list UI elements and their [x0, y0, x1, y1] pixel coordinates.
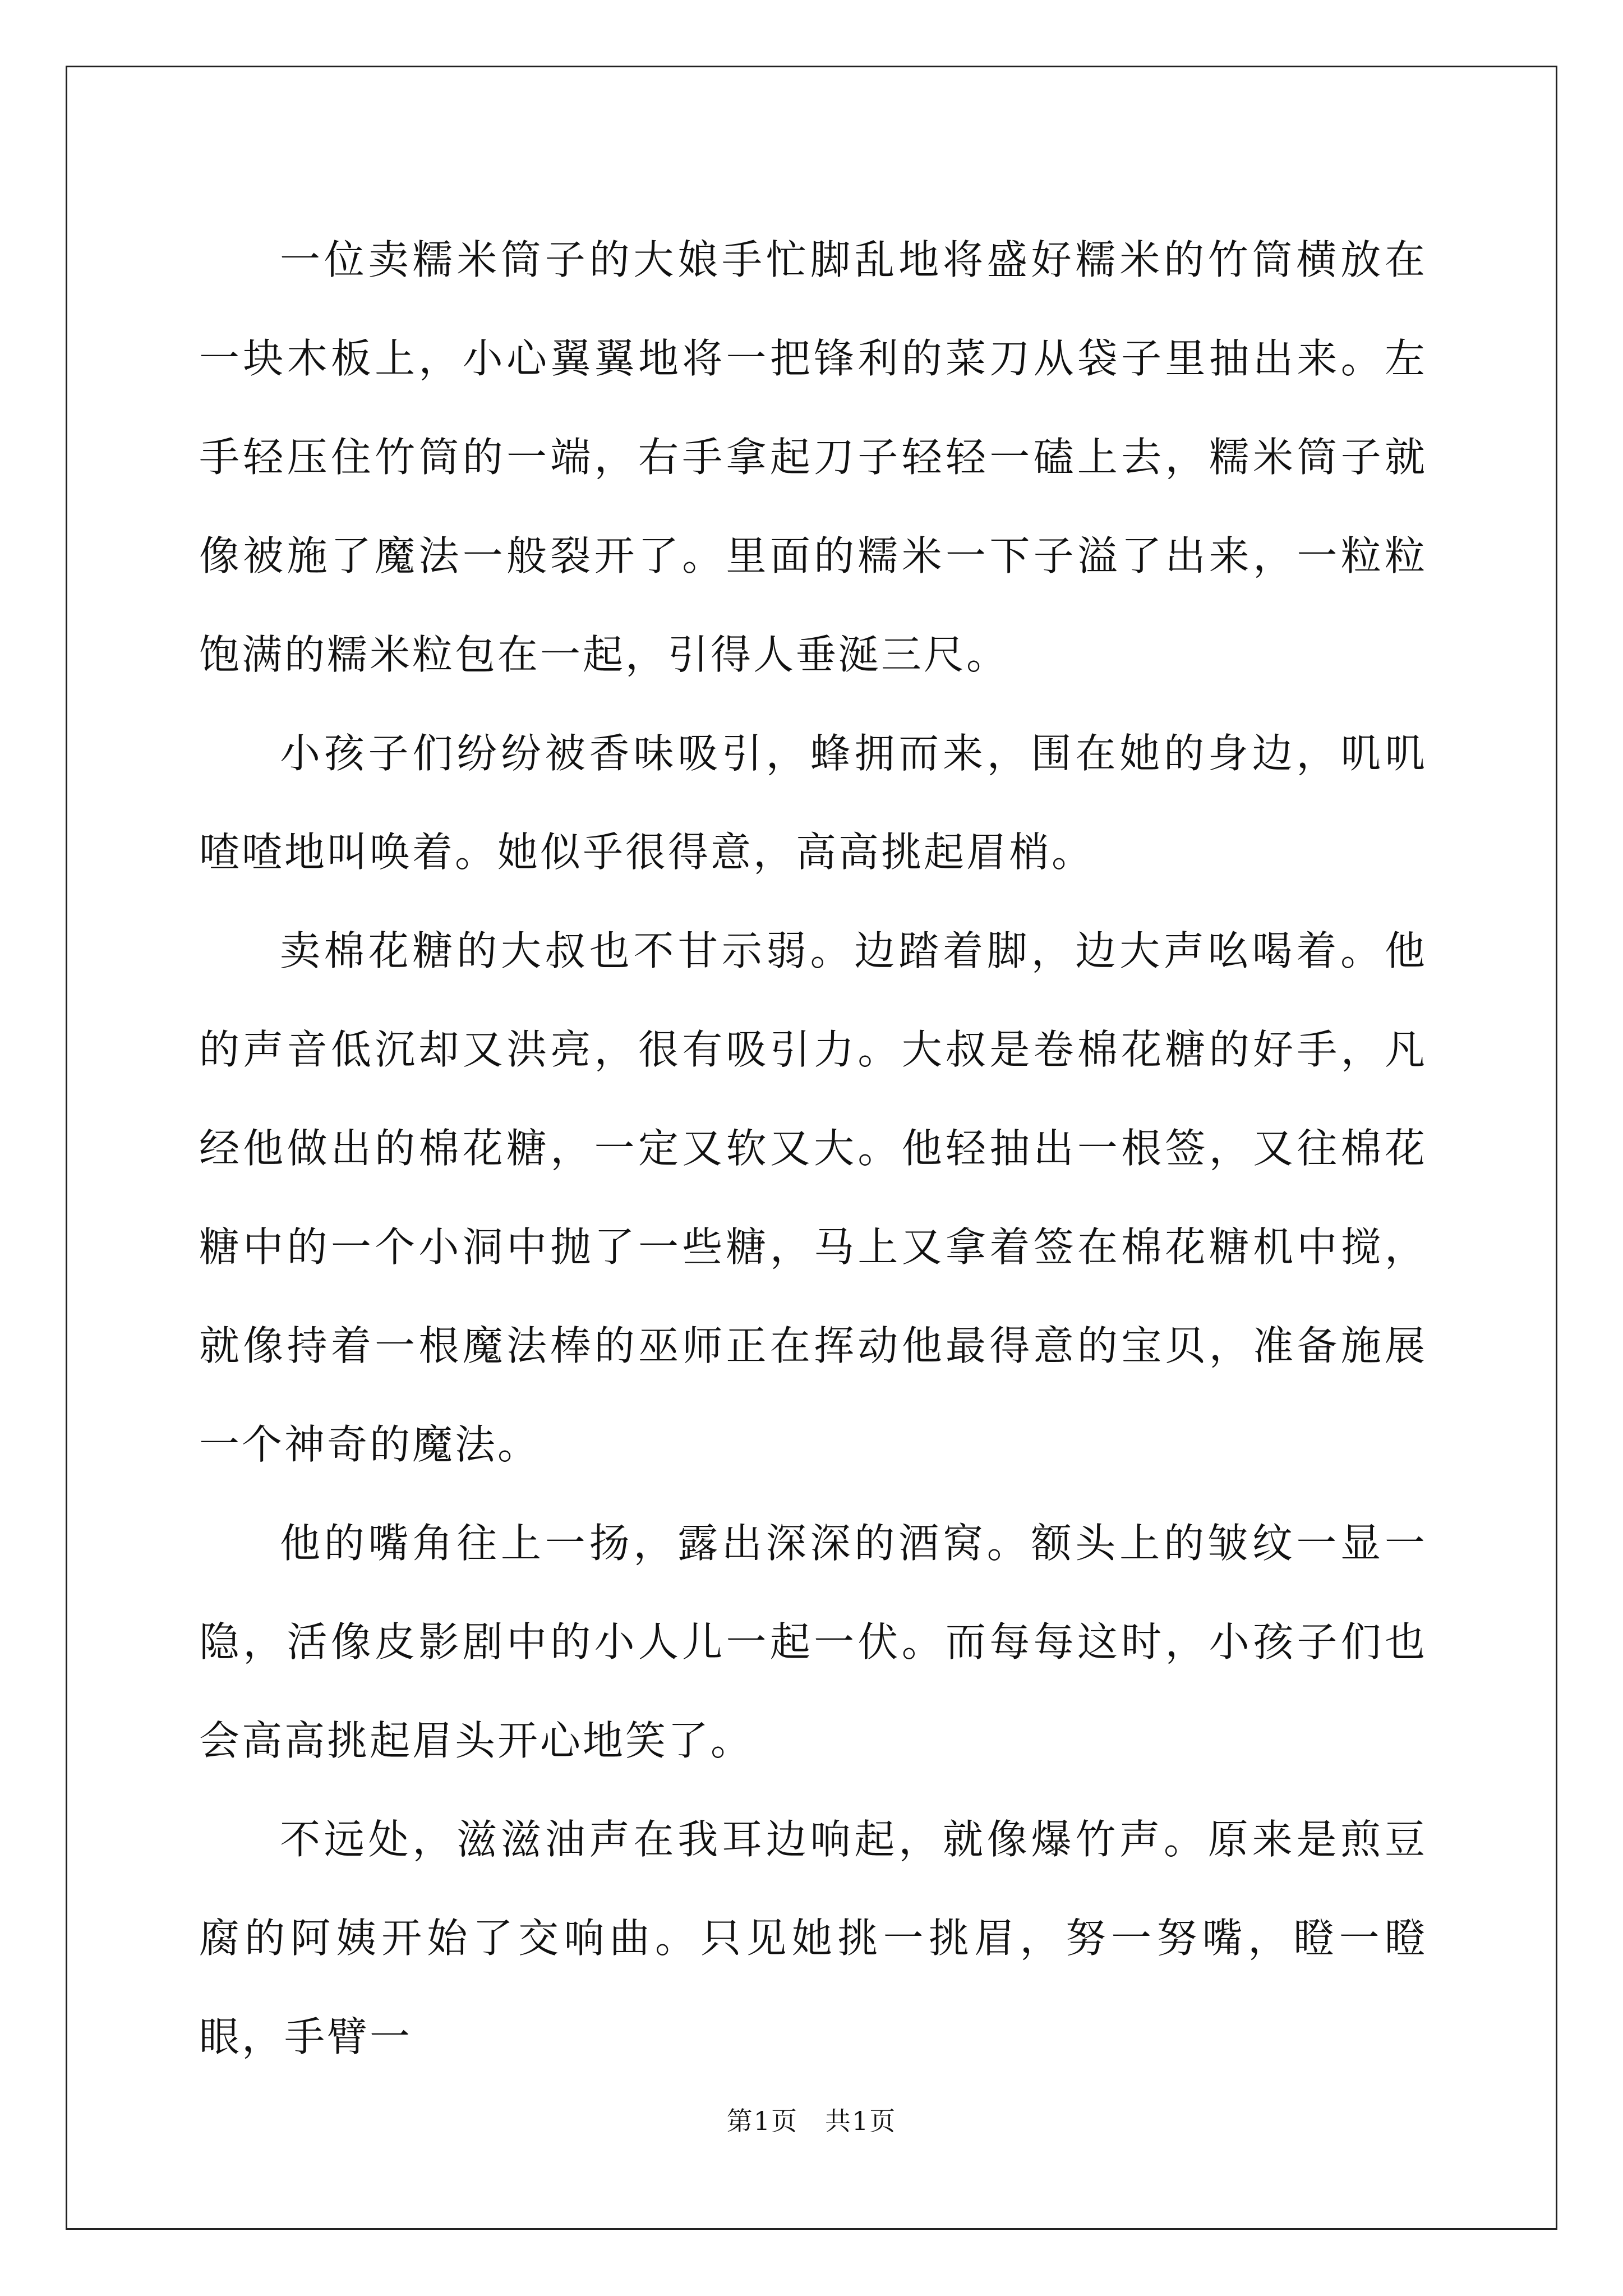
paragraph-4: 他的嘴角往上一扬，露出深深的酒窝。额头上的皱纹一显一隐，活像皮影剧中的小人儿一起一伏。而每每这时，小孩子们也会高高挑起眉头开心地笑了。: [199, 1520, 1427, 1764]
paragraph-1: 一位卖糯米筒子的大娘手忙脚乱地将盛好糯米的竹筒横放在一块木板上，小心翼翼地将一把锋利的菜刀从袋子里抽出来。左手轻压住竹筒的一端，右手拿起刀子轻轻一磕上去，糯米筒子就像被施了魔法一般裂开了。里面的糯米一下子溢了出来，一粒粒饱满的糯米粒包在一起，引得人垂涎三尺。: [199, 236, 1427, 678]
paragraph-2: 小孩子们纷纷被香味吸引，蜂拥而来，围在她的身边，叽叽喳喳地叫唤着。她似乎很得意，高高挑起眉梢。: [199, 730, 1427, 876]
page-number-footer: 第1页 共1页: [726, 2106, 897, 2136]
paragraph-5: 不远处，滋滋油声在我耳边响起，就像爆竹声。原来是煎豆腐的阿姨开始了交响曲。只见她挑一挑眉，努一努嘴，瞪一瞪眼，手臂一: [199, 1816, 1427, 2060]
document-body: [199, 210, 1427, 2086]
paragraph-3: 卖棉花糖的大叔也不甘示弱。边踏着脚，边大声吆喝着。他的声音低沉却又洪亮，很有吸引力。大叔是卷棉花糖的好手，凡经他做出的棉花糖，一定又软又大。他轻抽出一根签，又往棉花糖中的一个小洞中抛了一些糖，马上又拿着签在棉花糖机中搅，就像持着一根魔法棒的巫师正在挥动他最得意的宝贝，准备施展一个神奇的魔法。: [199, 927, 1427, 1468]
